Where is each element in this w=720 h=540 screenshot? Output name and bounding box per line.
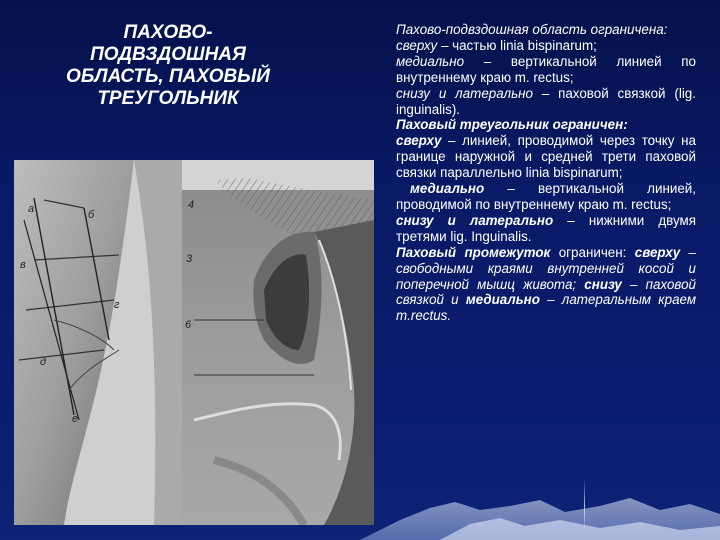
term-label: Паховый промежуток: [396, 244, 551, 260]
term-label: сверху: [396, 37, 438, 53]
text-panel: [396, 22, 696, 324]
anatomical-drawing: [14, 160, 374, 525]
term-label: снизу и латерально: [396, 212, 554, 228]
paragraph-triangle-heading: [396, 117, 696, 133]
title-line: ТРЕУГОЛЬНИК: [97, 88, 239, 109]
title-line: ОБЛАСТЬ, ПАХОВЫЙ: [66, 66, 270, 87]
paragraph-medial-bound: [396, 54, 696, 86]
definition-text: – паховой связкой (lig. inguinalis).: [396, 85, 696, 117]
figure-label: в: [20, 259, 26, 271]
region-heading: Пахово-подвздошная область ограничена:: [396, 22, 668, 37]
paragraph-triangle-lower: [396, 213, 696, 245]
figure-label: а: [28, 203, 35, 215]
definition-text: – вертикальной линией по внутреннему краю m. rectus;: [396, 53, 696, 85]
anatomical-figure: [14, 160, 374, 525]
paragraph-upper-bound: [396, 38, 696, 54]
term-label: снизу и латерально: [396, 85, 533, 101]
definition-text: – частью linia bispinarum;: [437, 37, 597, 53]
definition-text: – паховой связкой и: [396, 276, 696, 308]
figure-label: 3: [186, 253, 193, 265]
title-line: ПАХОВО-: [123, 22, 213, 43]
slide-title: [18, 22, 318, 110]
paragraph-inguinal-gap: [396, 245, 696, 325]
definition-text: – вертикальной линией, проводимой по внутреннему краю m. rectus;: [396, 181, 696, 212]
definition-text: – свободными краями внутренней косой и поперечной мышц живота;: [396, 244, 696, 292]
term-label: медиально: [410, 181, 485, 197]
figure-label: д: [40, 356, 47, 368]
figure-label: е: [72, 413, 79, 425]
sparkle-decoration: [584, 478, 585, 533]
paragraph-region-bounds: [396, 22, 696, 38]
paragraph-lower-lateral-bound: [396, 86, 696, 118]
term-label: сверху: [634, 244, 681, 260]
paragraph-triangle-upper: [396, 133, 696, 181]
definition-text: – латеральным краем m.rectus.: [396, 292, 696, 324]
figure-label: 4: [188, 199, 195, 211]
term-label: сверху: [396, 133, 442, 149]
term-label: медиально: [396, 53, 465, 69]
title-line: ПОДВЗДОШНАЯ: [90, 44, 246, 65]
figure-label: г: [114, 299, 120, 311]
definition-text: – линией, проводимой через точку на границе наружной и средней трети паховой связки параллельно linia bispinarum;: [396, 133, 696, 181]
definition-text: ограничен:: [550, 244, 635, 260]
triangle-heading: Паховый треугольник ограничен:: [396, 117, 628, 133]
term-label: медиально: [465, 292, 540, 308]
term-label: снизу: [584, 276, 622, 292]
figure-label: б: [88, 209, 95, 221]
definition-text: – нижними двумя третями lig. Inguinalis.: [396, 212, 696, 244]
paragraph-triangle-medial: [396, 181, 696, 213]
figure-label: 6: [185, 319, 192, 331]
